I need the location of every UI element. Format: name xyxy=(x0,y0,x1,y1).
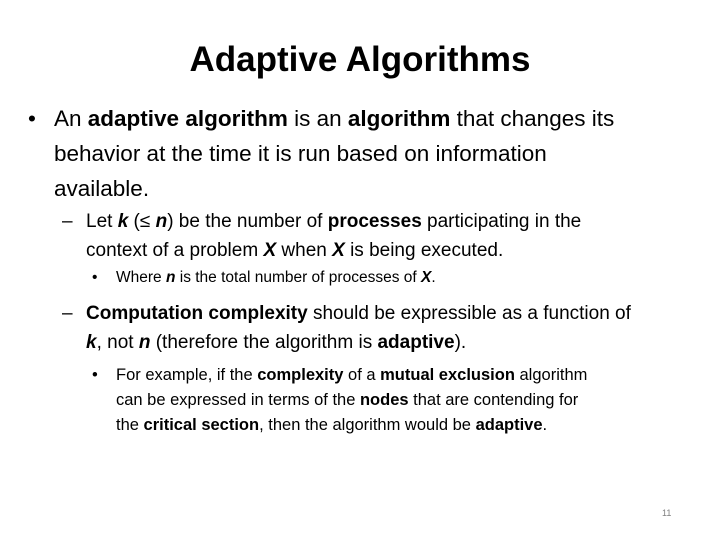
sub-bullet-computation-complexity xyxy=(62,299,631,357)
bold-term-nodes: nodes xyxy=(359,391,409,409)
text-run: Where xyxy=(116,269,166,286)
bullet-marker: • xyxy=(28,106,36,131)
text-run: participating in the xyxy=(421,211,582,232)
bold-term-mutual-exclusion: mutual exclusion xyxy=(380,366,515,384)
sub-bullet-let-k xyxy=(62,207,581,265)
bold-term-adaptive: adaptive xyxy=(475,416,543,434)
text-run: Let xyxy=(86,211,118,232)
bullet-line xyxy=(54,101,614,136)
sub-sub-bullet-line xyxy=(116,266,436,290)
text-run: context of a problem xyxy=(86,240,264,261)
bold-term-adaptive-algorithm: adaptive algorithm xyxy=(87,106,288,131)
sub-sub-bullet-where-n xyxy=(92,266,436,290)
text-run: , then the algorithm would be xyxy=(259,416,476,434)
var-x: X xyxy=(332,240,345,261)
text-run: , not xyxy=(96,332,139,353)
text-run: ). xyxy=(454,332,467,353)
text-run: . xyxy=(431,269,436,286)
text-run: algorithm xyxy=(514,366,588,384)
sub-bullet-line xyxy=(86,328,631,357)
text-run: should be expressible as a function of xyxy=(307,303,631,324)
bullet-marker: • xyxy=(92,269,98,286)
sub-bullet-line xyxy=(86,236,581,265)
sub-sub-bullet-example xyxy=(92,363,587,438)
bold-term-critical-section: critical section xyxy=(143,416,260,434)
bullet-text xyxy=(54,101,614,206)
sub-bullet-text xyxy=(86,207,581,265)
text-run: (therefore the algorithm is xyxy=(150,332,378,353)
text-run: the xyxy=(116,416,144,434)
text-run: can be expressed in terms of the xyxy=(116,391,360,409)
text-run: is the total number of processes of xyxy=(175,269,421,286)
sub-sub-bullet-text xyxy=(116,266,436,290)
text-run: when xyxy=(276,240,333,261)
text-run: is an xyxy=(287,106,348,131)
var-n: n xyxy=(138,332,151,353)
dash-marker: – xyxy=(62,211,73,232)
text-run: For example, if the xyxy=(116,366,258,384)
sub-sub-bullet-line xyxy=(116,388,587,413)
var-x: X xyxy=(263,240,277,261)
sub-bullet-line xyxy=(86,207,581,236)
text-run: that changes its xyxy=(450,106,615,131)
var-x: X xyxy=(420,269,432,286)
bullet-line: available. xyxy=(54,176,150,201)
bullet-marker: • xyxy=(92,366,98,384)
text-run: ) be the number of xyxy=(167,211,328,232)
sub-sub-bullet-text xyxy=(116,363,587,438)
bold-term-complexity: complexity xyxy=(257,366,344,384)
bold-term-adaptive: adaptive xyxy=(377,332,455,353)
bold-term-computation-complexity: Computation complexity xyxy=(86,303,308,324)
sub-bullet-line xyxy=(86,299,631,328)
sub-bullet-text xyxy=(86,299,631,357)
text-run: of a xyxy=(343,366,381,384)
bullet-adaptive-definition xyxy=(28,101,614,206)
bullet-line: behavior at the time it is run based on information xyxy=(54,141,547,166)
slide-title: Adaptive Algorithms xyxy=(189,40,531,79)
dash-marker: – xyxy=(62,303,73,324)
text-run: An xyxy=(54,106,88,131)
var-n: n xyxy=(155,211,168,232)
bold-term-algorithm: algorithm xyxy=(347,106,451,131)
sub-sub-bullet-line xyxy=(116,413,587,438)
sub-sub-bullet-line xyxy=(116,363,587,388)
text-run: that are contending for xyxy=(408,391,579,409)
text-run: (≤ xyxy=(128,211,156,232)
page-number: 11 xyxy=(662,508,672,518)
var-n: n xyxy=(165,269,176,286)
var-k: k xyxy=(86,332,97,353)
var-k: k xyxy=(117,211,129,232)
text-run: is being executed. xyxy=(344,240,504,261)
text-run: . xyxy=(542,416,548,434)
bold-term-processes: processes xyxy=(327,211,422,232)
